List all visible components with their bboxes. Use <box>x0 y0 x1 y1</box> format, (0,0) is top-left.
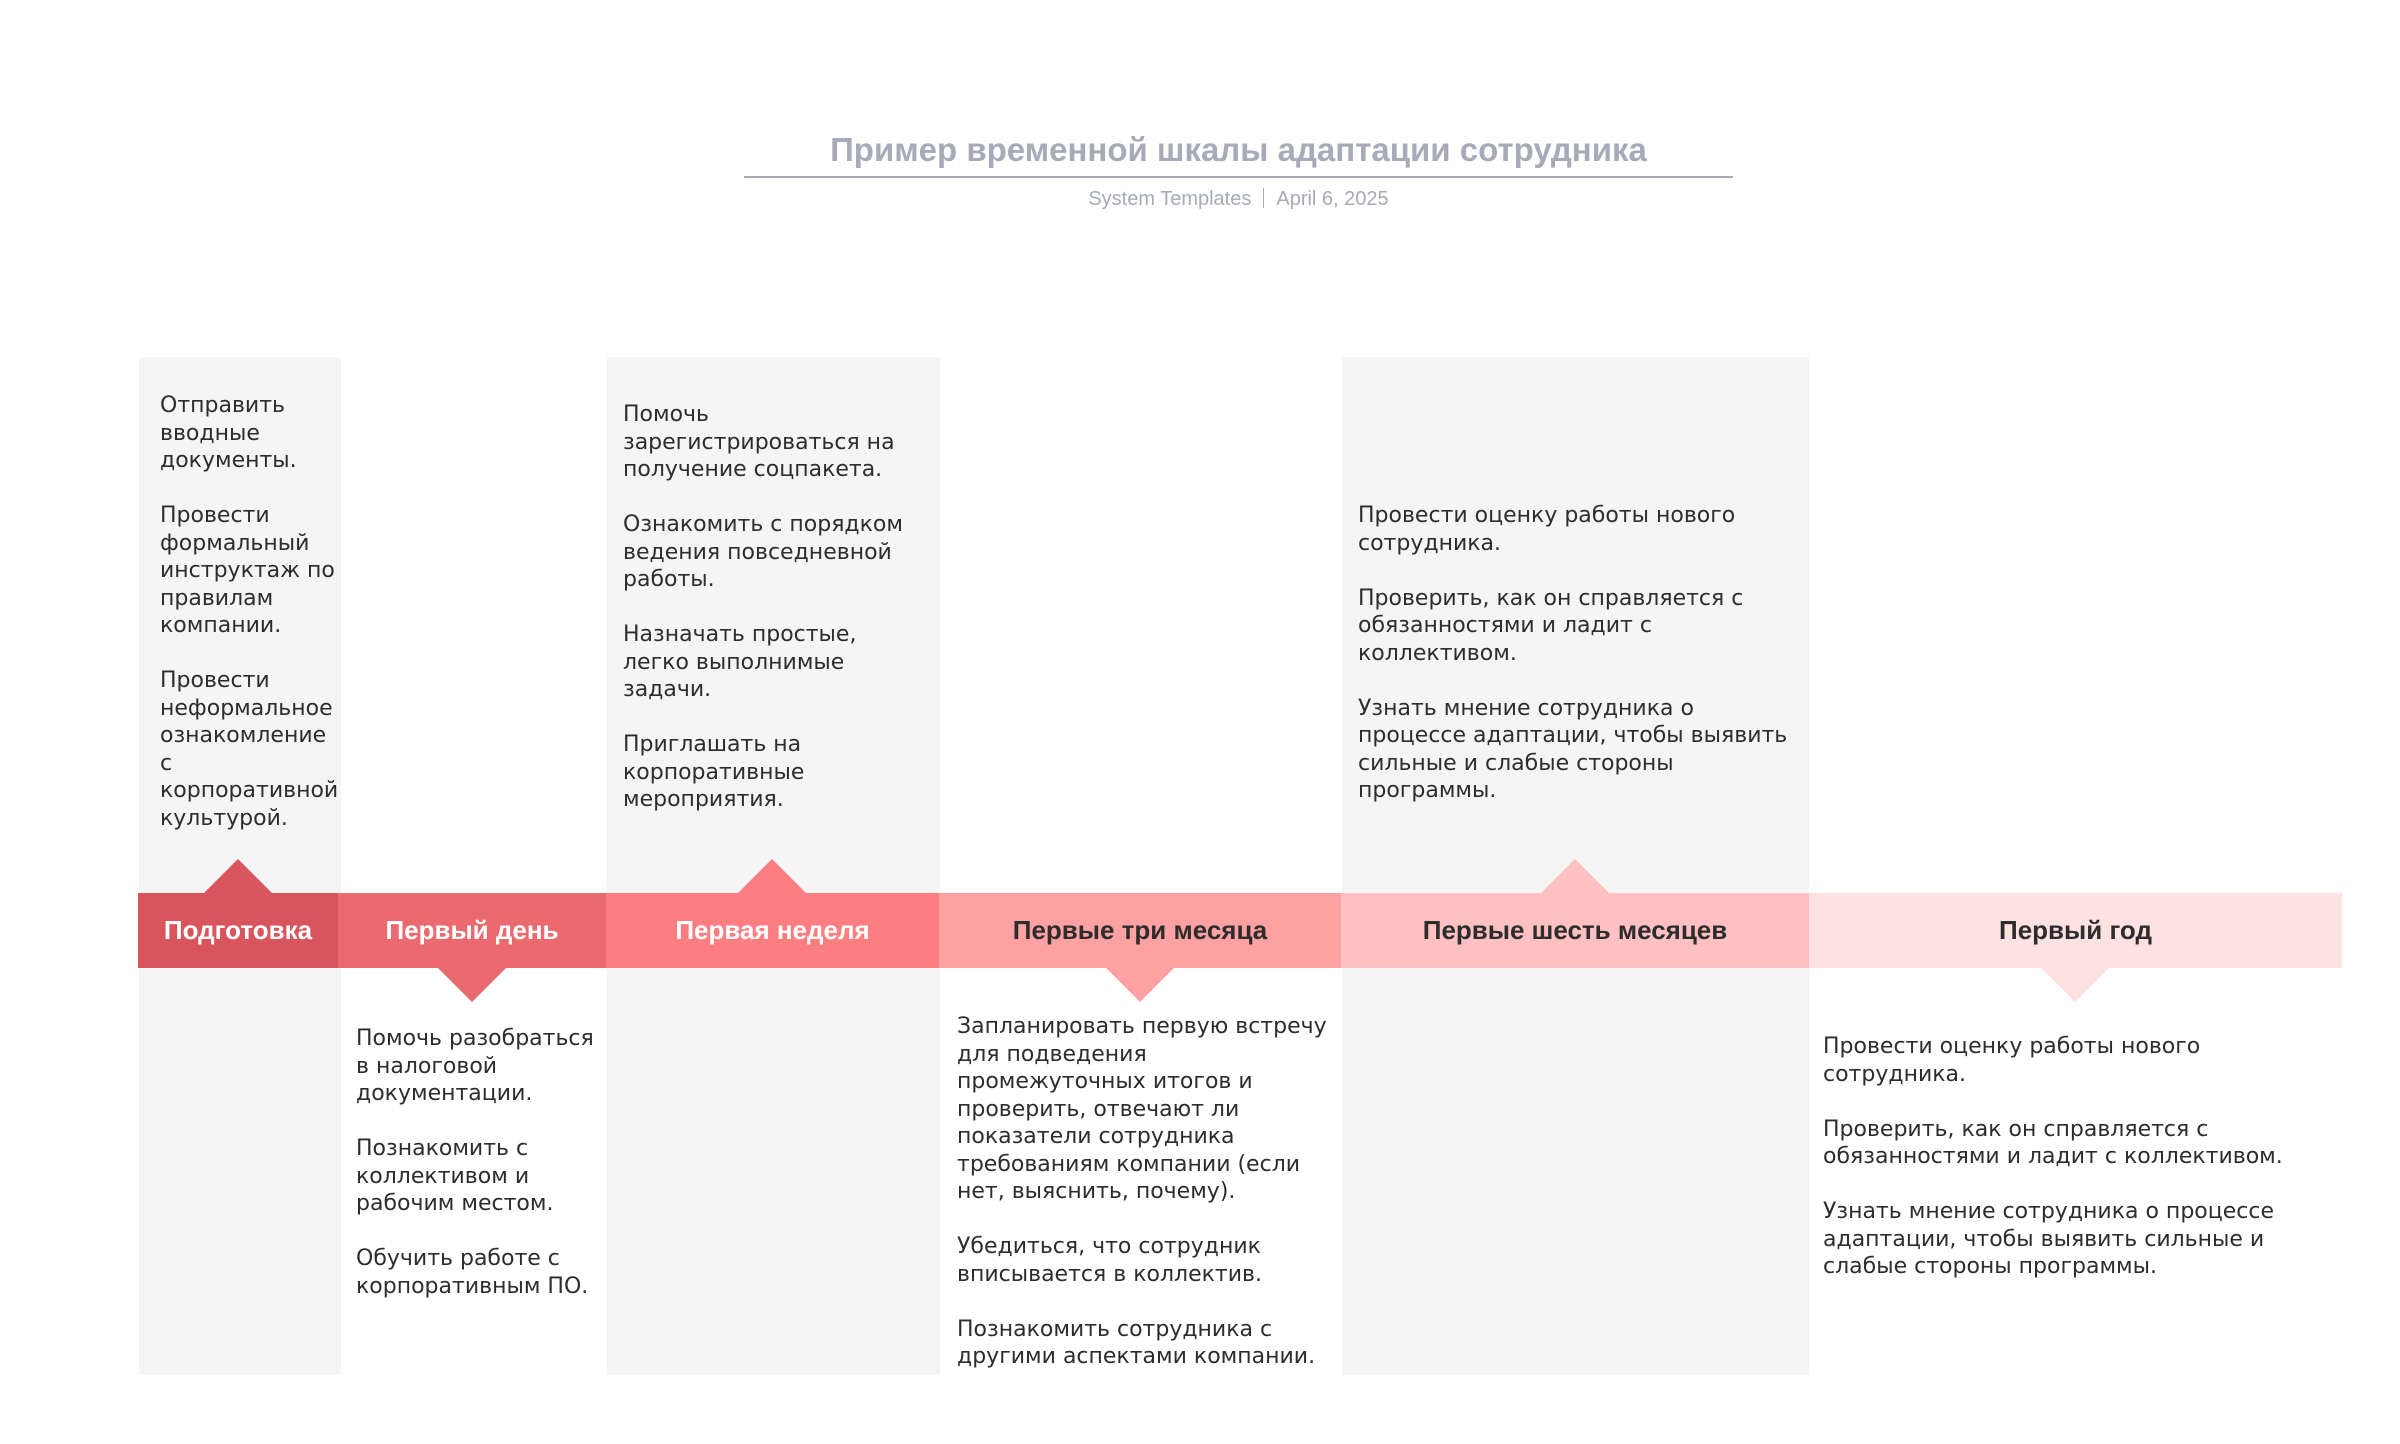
phase-label: Подготовка <box>163 915 313 945</box>
phase-bar-first-three-months <box>939 893 1341 968</box>
note-item: Приглашать на корпоративные мероприятия. <box>623 732 805 812</box>
template-source: System Templates <box>1088 188 1252 210</box>
note-item: Проверить, как он справляется с обязанностями и ладит с коллективом. <box>1823 1116 2283 1169</box>
note-item: Узнать мнение сотрудника о процессе адаптации, чтобы выявить сильные и слабые стороны программы. <box>1823 1199 2274 1279</box>
note-item: Отправить вводные документы. <box>160 393 297 473</box>
note-item: Провести оценку работы нового сотрудника. <box>1823 1034 2201 1087</box>
note-item: Провести формальный инструктаж по правилам компании. <box>160 503 335 638</box>
phase-notes-preparation <box>160 392 340 860</box>
note-item: Запланировать первую встречу для подведения промежуточных итогов и проверить, отвечают ли показатели сотрудника требованиям компании (если нет, выяснить, почему). <box>957 1014 1327 1204</box>
phase-label: Первая неделя <box>675 915 870 945</box>
note-item: Провести неформальное ознакомление с корпоративной культурой. <box>160 668 339 831</box>
note-item: Помочь разобраться в налоговой документации. <box>356 1026 594 1106</box>
phase-notes-first-three-months <box>957 1013 1332 1398</box>
document-date: April 6, 2025 <box>1276 188 1389 210</box>
note-item: Провести оценку работы нового сотрудника. <box>1358 503 1736 556</box>
phase-bar-first-six-months <box>1341 893 1809 968</box>
phase-bar-first-day <box>338 893 606 968</box>
note-item: Проверить, как он справляется с обязанностями и ладит с коллективом. <box>1358 585 1744 666</box>
note-item: Узнать мнение сотрудника о процессе адаптации, чтобы выявить сильные и слабые стороны программы. <box>1358 695 1788 803</box>
phase-pointer <box>1106 968 1174 1002</box>
phase-pointer <box>1541 859 1609 893</box>
phase-pointer <box>204 859 272 893</box>
note-item: Познакомить сотрудника с другими аспектами компании. <box>957 1316 1316 1369</box>
phase-notes-first-week <box>623 401 928 841</box>
phase-bar-preparation <box>138 893 338 968</box>
note-item: Обучить работе с корпоративным ПО. <box>356 1246 589 1299</box>
header <box>744 128 1733 211</box>
note-item: Назначать простые, легко выполнимые задачи. <box>623 622 857 702</box>
phase-label: Первые шесть месяцев <box>1422 915 1728 945</box>
note-item: Убедиться, что сотрудник вписывается в коллектив. <box>957 1234 1262 1287</box>
meta-line <box>744 188 1733 211</box>
note-item: Ознакомить с порядком ведения повседневной работы. <box>623 512 903 592</box>
phase-bar-first-year <box>1809 893 2342 968</box>
phase-notes-first-day <box>356 1025 601 1328</box>
note-item: Познакомить с коллективом и рабочим местом. <box>356 1136 554 1216</box>
phase-pointer <box>2041 968 2109 1002</box>
note-item: Помочь зарегистрироваться на получение соцпакета. <box>623 402 895 482</box>
phase-label: Первый год <box>1999 915 2152 945</box>
phase-pointer <box>738 859 806 893</box>
title-underline <box>744 176 1733 178</box>
meta-separator <box>1263 188 1264 208</box>
phase-notes-first-six-months <box>1358 502 1803 832</box>
phase-label: Первые три месяца <box>1012 915 1268 945</box>
phase-notes-first-year <box>1823 1033 2343 1308</box>
phase-bar-first-week <box>606 893 939 968</box>
phase-label: Первый день <box>385 915 559 945</box>
page-title: Пример временной шкалы адаптации сотрудника <box>830 131 1647 168</box>
phase-pointer <box>438 968 506 1002</box>
